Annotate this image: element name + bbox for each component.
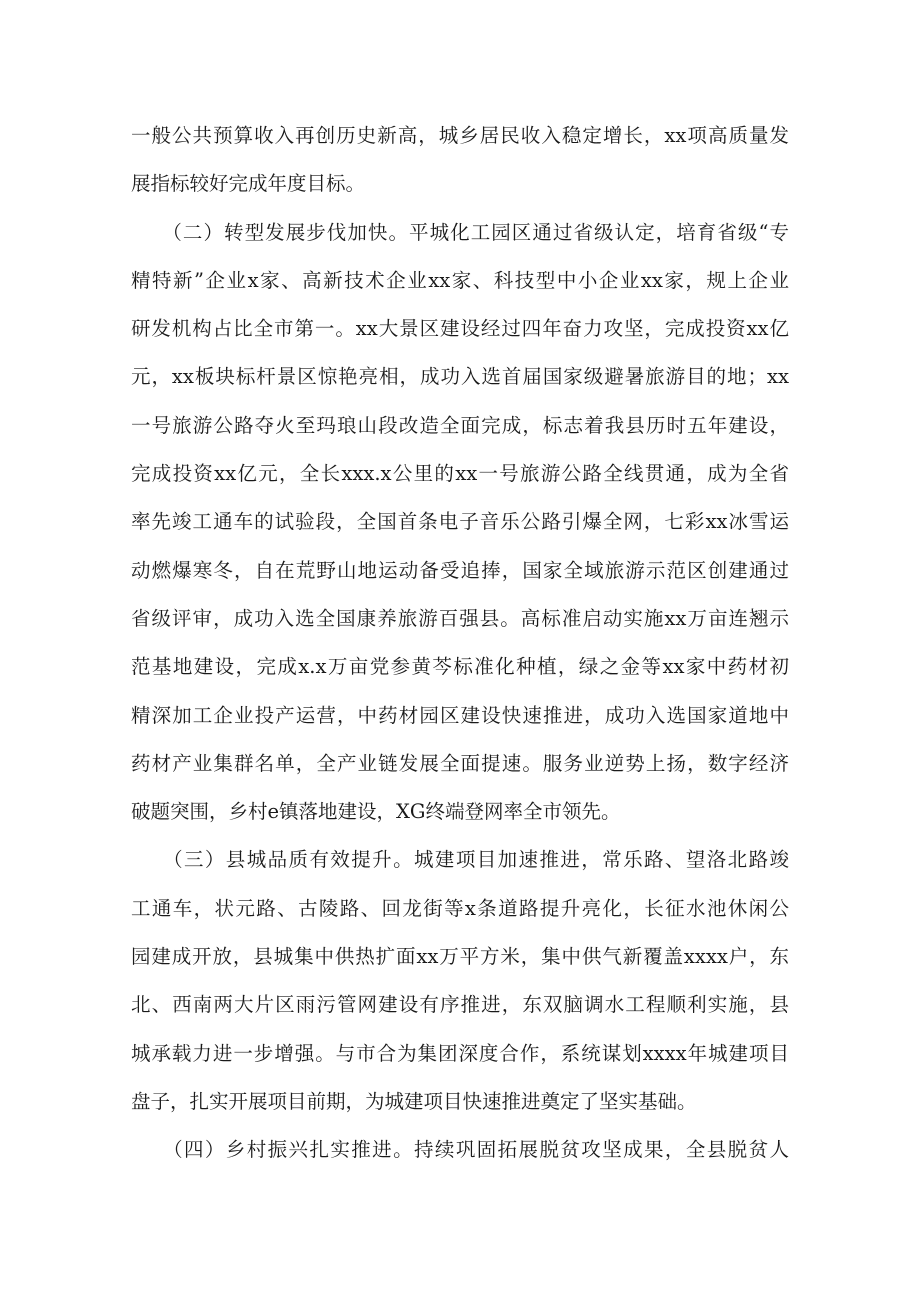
- text-line: 完成投资xx亿元，全长xxx.x公里的xx一号旅游公路全线贯通，成为全省: [131, 462, 789, 486]
- paragraph-4: [131, 1126, 789, 1174]
- text-line: 药材产业集群名单，全产业链发展全面提速。服务业逆势上扬，数字经济: [131, 751, 789, 775]
- paragraph-1: [131, 112, 789, 209]
- text-line: 省级评审，成功入选全国康养旅游百强县。高标准启动实施xx万亩连翘示: [131, 606, 789, 630]
- document-body: [131, 112, 789, 1175]
- text-line: 一号旅游公路夺火至玛琅山段改造全面完成，标志着我县历时五年建设，: [131, 413, 789, 437]
- text-line: 率先竣工通车的试验段，全国首条电子音乐公路引爆全网，七彩xx冰雪运: [131, 510, 789, 534]
- text-line: 北、西南两大片区雨污管网建设有序推进，东双脑调水工程顺利实施，县: [131, 993, 789, 1017]
- text-line: 一般公共预算收入再创历史新高，城乡居民收入稳定增长，xx项高质量发: [131, 124, 789, 147]
- text-line: （四）乡村振兴扎实推进。持续巩固拓展脱贫攻坚成果，全县脱贫人: [131, 1138, 789, 1162]
- text-line: 精深加工企业投产运营，中药材园区建设快速推进，成功入选国家道地中: [131, 703, 789, 727]
- text-line: 范基地建设，完成x.x万亩党参黄芩标准化种植，绿之金等xx家中药材初: [131, 655, 789, 679]
- text-line: 园建成开放，县城集中供热扩面xx万平方米，集中供气新覆盖xxxx户，东: [131, 945, 789, 969]
- text-line: 工通车，状元路、古陵路、回龙街等x条道路提升亮化，长征水池休闲公: [131, 896, 789, 920]
- text-line: 破题突围，乡村e镇落地建设，XG终端登网率全市领先。: [131, 800, 621, 824]
- text-line: （三）县城品质有效提升。城建项目加速推进，常乐路、望洛北路竣: [131, 848, 789, 872]
- text-line: 动燃爆寒冬，自在荒野山地运动备受追捧，国家全域旅游示范区创建通过: [131, 558, 789, 582]
- text-line: 展指标较好完成年度目标。: [131, 172, 366, 196]
- text-line: 元，xx板块标杆景区惊艳亮相，成功入选首届国家级避暑旅游目的地；xx: [131, 365, 789, 389]
- text-line: 盘子，扎实开展项目前期，为城建项目快速推进奠定了坚实基础。: [131, 1089, 697, 1113]
- text-line: 研发机构占比全市第一。xx大景区建设经过四年奋力攻坚，完成投资xx亿: [131, 317, 789, 341]
- paragraph-2: [131, 209, 789, 837]
- text-line: 精特新”企业x家、高新技术企业xx家、科技型中小企业xx家，规上企业: [131, 268, 789, 292]
- text-line: 城承载力进一步增强。与市合为集团深度合作，系统谋划xxxx年城建项目: [131, 1041, 789, 1065]
- paragraph-3: [131, 836, 789, 1126]
- text-line: （二）转型发展步伐加快。平城化工园区通过省级认定，培育省级“专: [131, 220, 789, 244]
